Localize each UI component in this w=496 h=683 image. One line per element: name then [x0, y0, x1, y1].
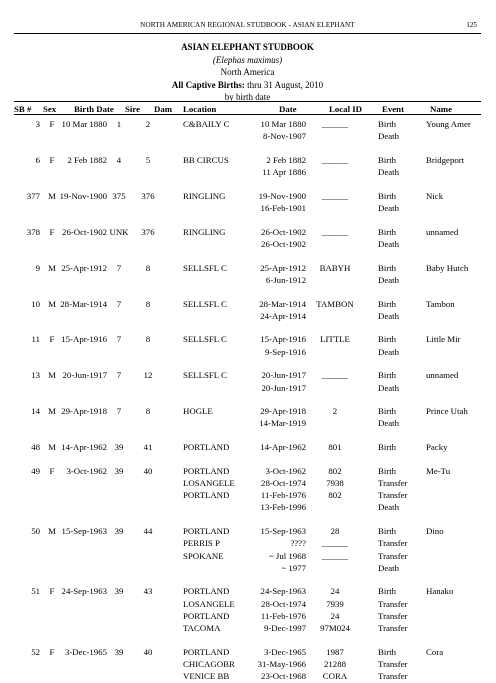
sire-cell: 4 — [116, 154, 122, 165]
sire-cell: 39 — [114, 442, 124, 453]
sire-cell: 7 — [116, 370, 122, 381]
location-cell: PORTLAND — [183, 586, 230, 597]
event-cell: Death — [378, 502, 400, 513]
dam-cell: 40 — [143, 646, 153, 657]
sire-cell: 1 — [116, 119, 122, 129]
event-cell: Death — [378, 167, 400, 178]
location-cell: SPOKANE — [183, 550, 224, 561]
sb-cell: 11 — [31, 334, 40, 345]
event-cell: Birth — [378, 406, 397, 417]
event-date-cell: 10 Mar 1880 — [260, 119, 306, 129]
name-cell: Hanako — [426, 586, 454, 597]
sex-cell: M — [48, 442, 56, 453]
event-date-cell: 8-Nov-1907 — [262, 131, 306, 142]
birth-date-cell: 28-Mar-1914 — [60, 298, 107, 309]
event-cell: Birth — [378, 586, 397, 597]
filter-value: thru 31 August, 2010 — [244, 79, 324, 90]
event-cell: Birth — [378, 526, 397, 537]
location-cell: PORTLAND — [183, 465, 230, 476]
location-cell: HOGLE — [183, 406, 213, 417]
location-cell: CHICAGOBR — [183, 658, 235, 669]
local-id-cell: BABYH — [319, 262, 351, 273]
event-cell: Transfer — [378, 658, 408, 669]
dam-cell: 5 — [145, 154, 151, 165]
location-cell: SELLSFL C — [183, 262, 227, 273]
col-birth-date: Birth Date — [74, 104, 114, 114]
sex-cell: F — [49, 465, 55, 476]
event-date-cell: 26-Oct-1902 — [261, 226, 306, 237]
sire-cell: 7 — [116, 262, 122, 273]
sex-cell: F — [49, 586, 55, 597]
event-date-cell: 6-Jun-1912 — [265, 274, 306, 285]
sb-cell: 6 — [35, 154, 40, 165]
sb-cell: 9 — [35, 262, 40, 273]
dam-cell: 41 — [143, 442, 153, 453]
event-cell: Death — [378, 274, 400, 285]
event-cell: Transfer — [378, 623, 408, 633]
event-date-cell: ???? — [290, 538, 306, 549]
studbook-title: ASIAN ELEPHANT STUDBOOK — [181, 42, 314, 52]
dam-cell: 40 — [143, 465, 153, 476]
birth-date-cell: 2 Feb 1882 — [67, 154, 107, 165]
local-id-cell: ______ — [321, 190, 349, 201]
birth-date-cell: 3-Dec-1965 — [64, 646, 107, 657]
sex-cell: F — [49, 226, 55, 237]
event-date-cell: 20-Jun-1917 — [261, 370, 306, 381]
sex-cell: M — [48, 190, 56, 201]
location-cell: RINGLING — [183, 226, 226, 237]
dam-cell: 8 — [145, 406, 151, 417]
event-date-cell: ~ 1977 — [281, 562, 306, 573]
event-date-cell: ~ Jul 1968 — [268, 550, 306, 561]
event-cell: Transfer — [378, 550, 408, 561]
birth-date-cell: 15-Sep-1963 — [61, 526, 107, 537]
name-cell: Bridgeport — [426, 154, 465, 165]
sex-cell: F — [49, 119, 55, 129]
local-id-cell: ______ — [321, 154, 349, 165]
column-header-row — [14, 101, 481, 115]
event-cell: Birth — [378, 190, 397, 201]
event-date-cell: 15-Sep-1963 — [260, 526, 306, 537]
event-cell: Transfer — [378, 538, 408, 549]
event-date-cell: 15-Apr-1916 — [260, 334, 306, 345]
event-date-cell: 28-Oct-1974 — [261, 478, 306, 488]
col-name: Name — [430, 104, 452, 114]
event-date-cell: 28-Oct-1974 — [261, 598, 306, 609]
event-date-cell: 20-Jun-1917 — [261, 382, 306, 393]
event-date-cell: 19-Nov-1900 — [258, 190, 306, 201]
event-date-cell: 25-Apr-1912 — [260, 262, 306, 273]
filter-label: All Captive Births: — [171, 79, 245, 90]
filter-line — [0, 79, 495, 92]
event-cell: Birth — [378, 154, 397, 165]
event-cell: Birth — [378, 370, 397, 381]
event-cell: Birth — [378, 334, 397, 345]
birth-date-cell: 20-Jun-1917 — [62, 370, 107, 381]
name-cell: Tambon — [426, 298, 455, 309]
event-date-cell: 31-May-1966 — [257, 658, 306, 669]
col-sex: Sex — [43, 104, 57, 114]
location-cell: BB CIRCUS — [183, 154, 229, 165]
birth-date-cell: 10 Mar 1880 — [61, 119, 107, 129]
name-cell: Me-Tu — [426, 465, 451, 476]
local-id-cell: 802 — [328, 490, 342, 501]
event-cell: Transfer — [378, 490, 408, 501]
sb-cell: 10 — [31, 298, 40, 309]
local-id-cell: 28 — [330, 526, 340, 537]
event-cell: Death — [378, 418, 400, 429]
location-cell: SELLSFL C — [183, 298, 227, 309]
dam-cell: 12 — [143, 370, 153, 381]
col-sb: SB # — [14, 104, 32, 114]
event-date-cell: 14-Apr-1962 — [260, 442, 306, 453]
local-id-cell: ______ — [321, 550, 349, 561]
col-date: Date — [279, 104, 297, 114]
sire-cell: UNK — [109, 226, 129, 237]
page-number: 125 — [466, 21, 477, 29]
running-header — [14, 20, 481, 34]
local-id-cell: 801 — [328, 442, 342, 453]
location-cell: TACOMA — [183, 623, 221, 633]
sb-cell: 52 — [31, 646, 40, 657]
sire-cell: 7 — [116, 334, 122, 345]
name-cell: Nick — [426, 190, 444, 201]
title-block — [0, 41, 495, 104]
sire-cell: 7 — [116, 406, 122, 417]
event-cell: Transfer — [378, 671, 408, 682]
sb-cell: 14 — [31, 406, 40, 417]
name-cell: unnamed — [426, 226, 459, 237]
location-cell: PORTLAND — [183, 646, 230, 657]
col-event: Event — [382, 104, 404, 114]
dam-cell: 376 — [141, 226, 155, 237]
local-id-cell: 802 — [328, 465, 342, 476]
sex-cell: F — [49, 334, 55, 345]
name-cell: Little Mir — [426, 334, 461, 345]
event-cell: Death — [378, 203, 400, 213]
local-id-cell: 24 — [330, 586, 340, 597]
event-date-cell: 3-Dec-1965 — [263, 646, 306, 657]
birth-date-cell: 15-Apr-1916 — [61, 334, 107, 345]
local-id-cell: 21288 — [324, 658, 346, 669]
event-date-cell: 9-Sep-1916 — [264, 346, 306, 357]
event-date-cell: 11 Apr 1886 — [262, 167, 306, 178]
col-dam: Dam — [154, 104, 173, 114]
dam-cell: 8 — [145, 262, 151, 273]
event-cell: Transfer — [378, 598, 408, 609]
sb-cell: 13 — [31, 370, 40, 381]
event-cell: Death — [378, 346, 400, 357]
event-date-cell: 28-Mar-1914 — [259, 298, 306, 309]
sb-cell: 48 — [31, 442, 40, 453]
col-location: Location — [183, 104, 217, 114]
local-id-cell: LITTLE — [320, 334, 350, 345]
sire-cell: 39 — [114, 465, 124, 476]
event-date-cell: 24-Apr-1914 — [260, 310, 306, 321]
scientific-name: (Elephas maximus) — [212, 54, 283, 65]
event-date-cell: 26-Oct-1902 — [261, 238, 306, 249]
sex-cell: M — [48, 406, 56, 417]
event-cell: Birth — [378, 226, 397, 237]
birth-date-cell: 3-Oct-1962 — [66, 465, 107, 476]
location-cell: SELLSFL C — [183, 370, 227, 381]
event-cell: Birth — [378, 262, 397, 273]
event-cell: Birth — [378, 442, 397, 453]
col-local-id: Local ID — [329, 104, 362, 114]
local-id-cell: 97M024 — [320, 623, 350, 633]
sort-label: by birth date — [224, 92, 271, 102]
sb-cell: 3 — [35, 119, 40, 129]
local-id-cell: 24 — [330, 610, 340, 621]
sb-cell: 49 — [31, 465, 40, 476]
dam-cell: 2 — [145, 119, 151, 129]
name-cell: Packy — [426, 442, 448, 453]
birth-date-cell: 24-Sep-1963 — [61, 586, 107, 597]
birth-date-cell: 19-Nov-1900 — [59, 190, 107, 201]
event-date-cell: 11-Feb-1976 — [260, 490, 306, 501]
birth-date-cell: 14-Apr-1962 — [61, 442, 107, 453]
sb-cell: 378 — [26, 226, 40, 237]
dam-cell: 376 — [141, 190, 155, 201]
location-cell: VENICE BB — [183, 671, 230, 682]
location-cell: PORTLAND — [183, 610, 230, 621]
sex-cell: M — [48, 526, 56, 537]
event-cell: Death — [378, 562, 400, 573]
local-id-cell: ______ — [321, 538, 349, 549]
event-date-cell: 16-Feb-1901 — [260, 203, 306, 213]
sex-cell: F — [49, 646, 55, 657]
location-cell: SELLSFL C — [183, 334, 227, 345]
event-date-cell: 9-Dec-1997 — [263, 623, 306, 633]
event-cell: Birth — [378, 646, 397, 657]
event-cell: Death — [378, 310, 400, 321]
local-id-cell: ______ — [321, 119, 349, 129]
local-id-cell: 1987 — [326, 646, 344, 657]
event-cell: Death — [378, 238, 400, 249]
event-cell: Death — [378, 382, 400, 393]
birth-date-cell: 29-Apr-1918 — [61, 406, 107, 417]
dam-cell: 8 — [145, 298, 151, 309]
col-sire: Sire — [125, 104, 140, 114]
name-cell: unnamed — [426, 370, 459, 381]
event-date-cell: 24-Sep-1963 — [260, 586, 306, 597]
event-date-cell: 11-Feb-1976 — [260, 610, 306, 621]
dam-cell: 44 — [143, 526, 153, 537]
local-id-cell: 2 — [332, 406, 338, 417]
event-cell: Birth — [378, 465, 397, 476]
local-id-cell: TAMBON — [316, 298, 354, 309]
location-cell: PORTLAND — [183, 490, 230, 501]
local-id-cell: ______ — [321, 226, 349, 237]
name-cell: Baby Hutch — [426, 262, 469, 273]
location-cell: RINGLING — [183, 190, 226, 201]
event-cell: Death — [378, 131, 400, 142]
local-id-cell: CORA — [322, 671, 348, 682]
dam-cell: 8 — [145, 334, 151, 345]
location-cell: PORTLAND — [183, 526, 230, 537]
event-date-cell: 2 Feb 1882 — [266, 154, 306, 165]
birth-date-cell: 26-Oct-1902 — [62, 226, 107, 237]
running-title: NORTH AMERICAN REGIONAL STUDBOOK - ASIAN ELEPHANT — [140, 21, 355, 29]
sire-cell: 375 — [112, 190, 126, 201]
sex-cell: M — [48, 262, 56, 273]
event-date-cell: 29-Apr-1918 — [260, 406, 306, 417]
location-cell: LOSANGELE — [183, 478, 235, 488]
local-id-cell: 7938 — [326, 478, 344, 488]
event-cell: Birth — [378, 119, 397, 129]
local-id-cell: 7939 — [326, 598, 344, 609]
location-cell: PERRIS P — [183, 538, 220, 549]
sire-cell: 7 — [116, 298, 122, 309]
name-cell: Prince Utah — [426, 406, 468, 417]
sex-cell: M — [48, 298, 56, 309]
local-id-cell: ______ — [321, 370, 349, 381]
sire-cell: 39 — [114, 526, 124, 537]
sire-cell: 39 — [114, 586, 124, 597]
event-date-cell: 14-Mar-1919 — [259, 418, 306, 429]
event-cell: Birth — [378, 298, 397, 309]
name-cell: Young Amer — [426, 119, 471, 129]
location-cell: LOSANGELE — [183, 598, 235, 609]
birth-date-cell: 25-Apr-1912 — [61, 262, 107, 273]
location-cell: C&BAILY C — [183, 119, 230, 129]
event-date-cell: 3-Oct-1962 — [265, 465, 306, 476]
event-cell: Transfer — [378, 610, 408, 621]
event-date-cell: 13-Feb-1996 — [260, 502, 306, 513]
name-cell: Cora — [426, 646, 444, 657]
event-cell: Transfer — [378, 478, 408, 488]
name-cell: Dino — [426, 526, 444, 537]
event-date-cell: 23-Oct-1968 — [261, 671, 306, 682]
dam-cell: 43 — [143, 586, 153, 597]
sire-cell: 39 — [114, 646, 124, 657]
sex-cell: F — [49, 154, 55, 165]
sb-cell: 51 — [31, 586, 40, 597]
sex-cell: M — [48, 370, 56, 381]
sb-cell: 377 — [26, 190, 40, 201]
region-label: North America — [220, 67, 275, 77]
location-cell: PORTLAND — [183, 442, 230, 453]
sb-cell: 50 — [31, 526, 40, 537]
